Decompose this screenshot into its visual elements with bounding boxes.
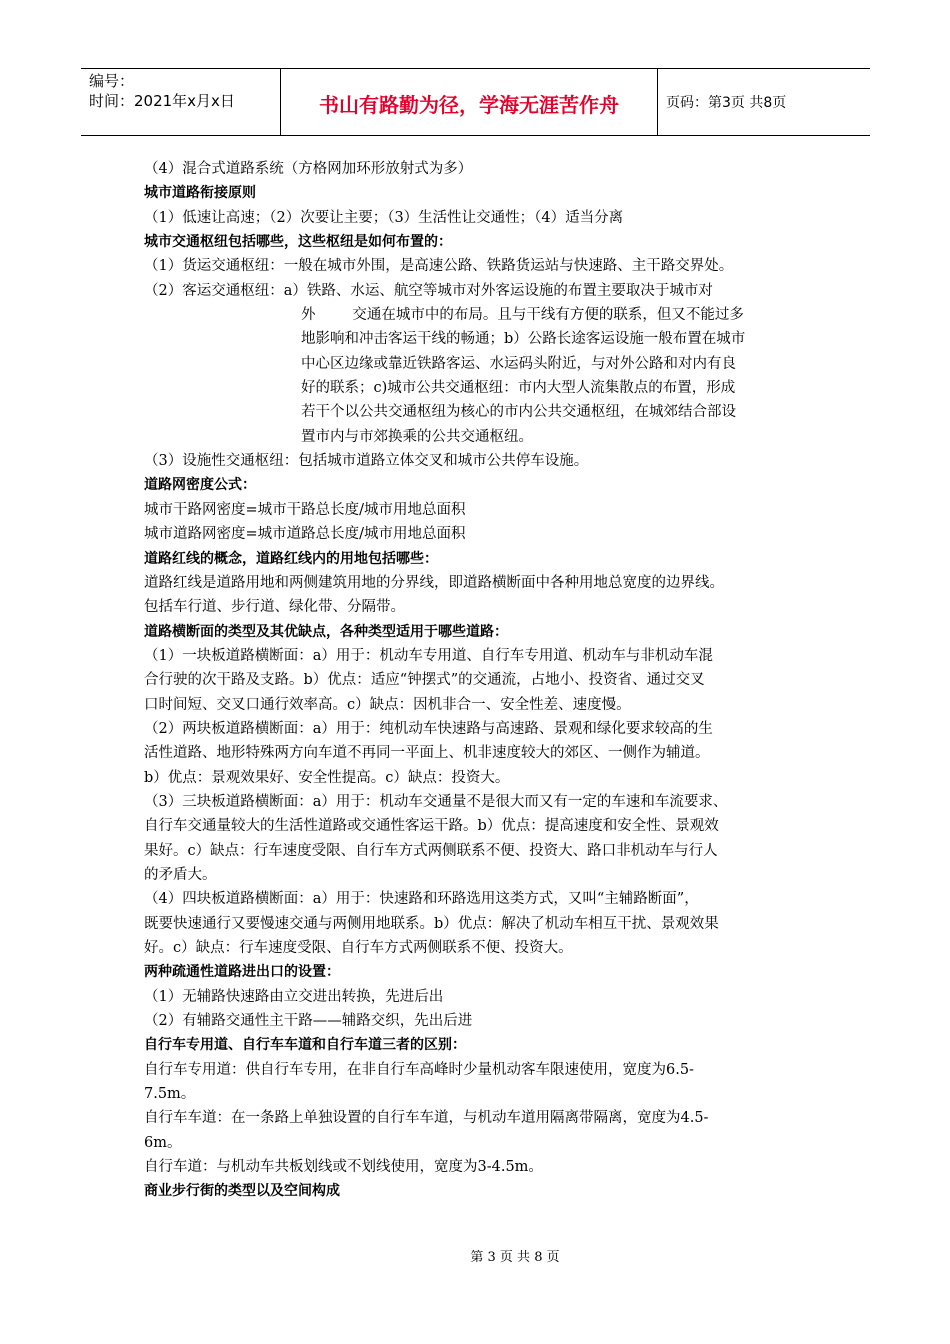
body-line-indented: 地影响和冲击客运干线的畅通；b）公路长途客运设施一般布置在城市 <box>301 331 746 348</box>
body-line-indented: 置市内与市郊换乘的公共交通枢纽。 <box>301 428 533 445</box>
body-line-indented: 若干个以公共交通枢纽为核心的市内公共交通枢纽，在城郊结合部设 <box>301 404 736 421</box>
body-line: 既要快速通行又要慢速交通与两侧用地联系。b）优点：解决了机动车相互干扰、景观效果 <box>144 915 719 932</box>
body-line: b）优点：景观效果好、安全性提高。c）缺点：投资大。 <box>144 769 510 786</box>
header-page-info: 页码：第3页 共8页 <box>666 95 787 111</box>
page-header <box>81 68 870 136</box>
body-line: 6m。 <box>144 1134 182 1151</box>
body-line: 自行车交通量较大的生活性道路或交通性客运干路。b）优点：提高速度和安全性、景观效 <box>144 818 719 835</box>
body-line: 好。c）缺点：行车速度受限、自行车方式两侧联系不便、投资大。 <box>144 940 573 956</box>
body-line: （2）两块板道路横断面：a）用于：纯机动车快速路与高速路、景观和绿化要求较高的生 <box>144 720 713 737</box>
body-line: 7.5m。 <box>144 1086 196 1103</box>
header-meta <box>81 69 280 135</box>
header-motto: 书山有路勤为径，学海无涯苦作舟 <box>280 69 658 135</box>
body-line: 自行车车道：在一条路上单独设置的自行车车道，与机动车道用隔离带隔离，宽度为4.5- <box>144 1110 709 1127</box>
section-heading: 自行车专用道、自行车车道和自行车道三者的区别： <box>144 1037 466 1054</box>
section-heading: 城市交通枢纽包括哪些，这些枢纽是如何布置的： <box>144 234 452 251</box>
section-heading: 道路网密度公式： <box>144 477 256 494</box>
page-footer: 第 3 页 共 8 页 <box>470 1250 560 1265</box>
body-line-indented: 外 交通在城市中的布局。且与干线有方便的联系，但又不能过多 <box>301 307 744 324</box>
body-line: （3）设施性交通枢纽：包括城市道路立体交叉和城市公共停车设施。 <box>144 453 589 470</box>
body-line: （2）客运交通枢纽：a）铁路、水运、航空等城市对外客运设施的布置主要取决于城市对 <box>144 282 713 299</box>
section-heading: 道路红线的概念，道路红线内的用地包括哪些： <box>144 550 438 567</box>
body-line: （1）一块板道路横断面：a）用于：机动车专用道、自行车专用道、机动车与非机动车混 <box>144 647 713 664</box>
body-line: （1）货运交通枢纽：一般在城市外围，是高速公路、铁路货运站与快速路、主干路交界处。 <box>144 258 734 275</box>
header-number-label: 编号： <box>89 72 135 90</box>
document-body <box>144 157 824 1204</box>
body-line: 城市道路网密度=城市道路总长度/城市用地总面积 <box>144 526 466 543</box>
body-line: （1）无辅路快速路由立交进出转换，先进后出 <box>144 988 444 1005</box>
body-line-indented: 中心区边缘或靠近铁路客运、水运码头附近，与对外公路和对内有良 <box>301 355 736 372</box>
body-line: 城市干路网密度=城市干路总长度/城市用地总面积 <box>144 501 466 518</box>
body-line: 自行车道：与机动车共板划线或不划线使用，宽度为3-4.5m。 <box>144 1159 543 1176</box>
section-heading: 城市道路衔接原则 <box>144 185 256 202</box>
body-line: 道路红线是道路用地和两侧建筑用地的分界线，即道路横断面中各种用地总宽度的边界线。 <box>144 574 724 591</box>
section-heading: 商业步行街的类型以及空间构成 <box>144 1183 340 1200</box>
body-line: 口时间短、交叉口通行效率高。c）缺点：因机非合一、安全性差、速度慢。 <box>144 696 631 713</box>
section-heading: 道路横断面的类型及其优缺点，各种类型适用于哪些道路： <box>144 623 508 640</box>
body-line: 的矛盾大。 <box>144 866 217 883</box>
body-line: （2）有辅路交通性主干路——辅路交织，先出后进 <box>144 1013 473 1030</box>
body-line: 合行驶的次干路及支路。b）优点：适应“钟摆式”的交通流，占地小、投资省、通过交叉 <box>144 672 705 689</box>
body-line: 活性道路、地形特殊两方向车道不再同一平面上、机非速度较大的郊区、一侧作为辅道。 <box>144 745 710 762</box>
body-line: 包括车行道、步行道、绿化带、分隔带。 <box>144 599 405 616</box>
section-heading: 两种疏通性道路进出口的设置： <box>144 964 340 981</box>
body-line: （1）低速让高速；（2）次要让主要；（3）生活性让交通性；（4）适当分离 <box>144 209 624 226</box>
header-date: 时间：2021年x月x日 <box>89 92 235 110</box>
body-line: （4）四块板道路横断面：a）用于：快速路和环路选用这类方式，又叫“主辅路断面”， <box>144 891 699 908</box>
body-line: （4）混合式道路系统（方格网加环形放射式为多） <box>144 161 473 177</box>
body-line-indented: 好的联系；c)城市公共交通枢纽：市内大型人流集散点的布置，形成 <box>301 380 736 397</box>
body-line: 自行车专用道：供自行车专用，在非自行车高峰时少量机动客车限速使用，宽度为6.5- <box>144 1061 694 1078</box>
body-line: 果好。c）缺点：行车速度受限、自行车方式两侧联系不便、投资大、路口非机动车与行人 <box>144 842 718 859</box>
body-line: （3）三块板道路横断面：a）用于：机动车交通量不是很大而又有一定的车速和车流要求、 <box>144 793 728 810</box>
